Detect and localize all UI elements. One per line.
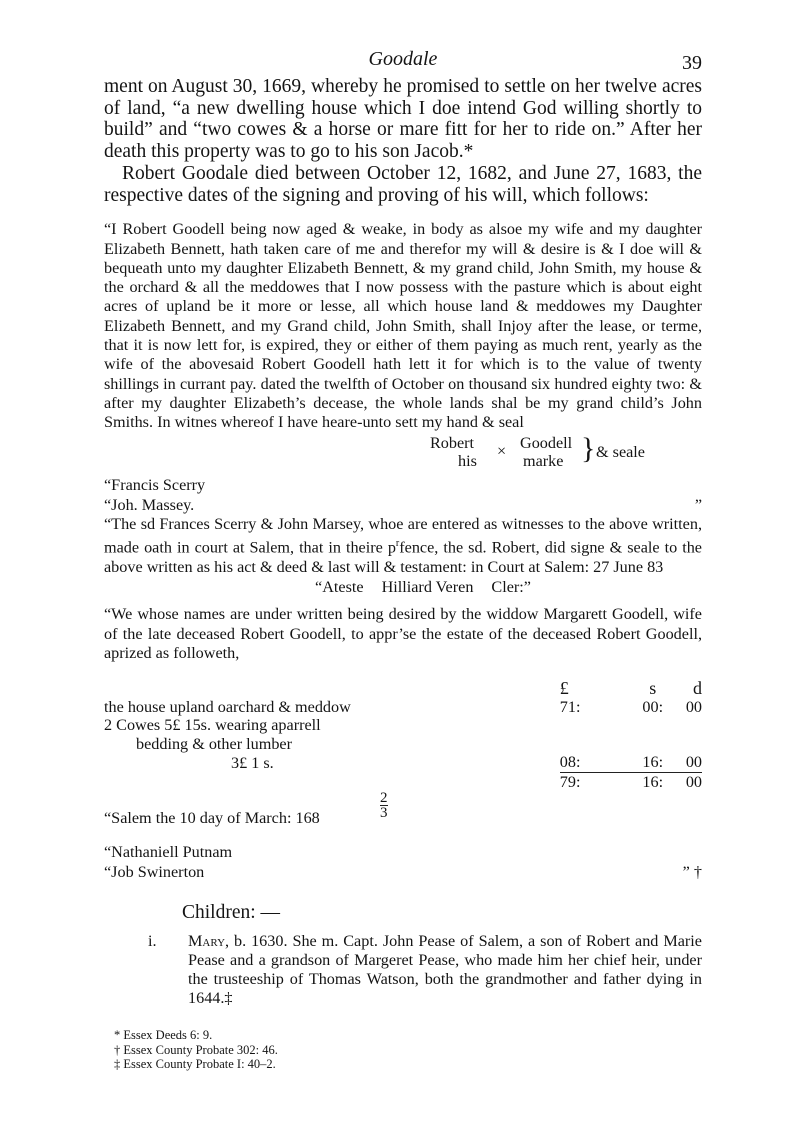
row-desc: 3£ 1 s. xyxy=(231,753,274,772)
signature-mark: × xyxy=(497,442,507,461)
appraisers xyxy=(104,843,702,882)
witness-2-line xyxy=(104,496,702,515)
witness-1: “Francis Scerry xyxy=(104,476,206,495)
intro-paragraph-1: ment on August 30, 1669, whereby he promised to settle on her twelve acres of land, “a new dwelling house which I doe intend God willing shortly to build” and “two cowes & a horse or mare fitt for her to ride on.” After her death this property was to go to his son Jacob.* xyxy=(104,76,702,163)
fraction-top: 2 xyxy=(380,790,388,807)
child-name: Mary xyxy=(188,932,226,951)
appraiser-2-line xyxy=(104,863,702,882)
footnote: † Essex County Probate 302: 46. xyxy=(114,1042,278,1057)
page-header xyxy=(104,40,702,74)
probate-text-b: fence, the sd. Robert, did signe & seale to the above written as his act & deed & last will & testament: in Court at Salem: 27 June 83 xyxy=(104,538,702,577)
total-shillings: 16: xyxy=(642,772,664,791)
probate-text xyxy=(104,515,702,577)
will-text: “I Robert Goodell being now aged & weake, in body as alsoe my wife and my daughter Elizabeth Bennett, hath taken care of me and therefor my will & desire is & I doe will & bequeath unto my daughter Elizabeth Bennett, & my grand child, John Smith, my house & the orchard & all the meddowes that I now possess with the pasture which is about eight acres of upland be it more or lesse, all which house land & meddowes my Daughter Elizabeth Bennett, and my Grand child, John Smith, shall Injoy after the lease, or terme, that it is now lett for, is expired, they or either of them paying as much rent, yearly as the wife of the abovesaid Robert Goodell hath lett it for which is to the value of twenty shillings in currant pay. dated the twelfth of October on thousand six hundred eighty two: & after my daughter Elizabeth’s decease, the whole lands shal be my grand child’s John Smiths. In witnes whereof I have heare-unto sett my hand & seal xyxy=(104,220,702,432)
signature-last-name: Goodell xyxy=(520,434,573,453)
inventory-intro: “We whose names are under written being desired by the widdow Margarett Goodell, wife of the late deceased Robert Goodell, to appr’se the estate of the deceased Robert Goodell, aprized as followeth, xyxy=(104,605,702,662)
children-heading: Children: — xyxy=(182,902,281,924)
inventory-table xyxy=(104,679,702,791)
total-pounds: 79: xyxy=(559,772,581,791)
total-pence: 00 xyxy=(685,772,702,791)
header-pounds: £ xyxy=(559,678,569,699)
inventory-row xyxy=(104,716,702,735)
row-shillings: 16: xyxy=(620,753,686,772)
header-pence: d xyxy=(693,678,702,699)
inventory-row xyxy=(104,753,702,772)
witness-2: “Joh. Massey. xyxy=(104,495,195,514)
inventory-header-row xyxy=(104,679,702,698)
inventory-row xyxy=(104,735,702,754)
row-desc: bedding & other lumber xyxy=(136,734,292,753)
salem-date xyxy=(104,790,702,835)
will-signature xyxy=(104,432,702,476)
appraisers-close: ” † xyxy=(682,862,702,881)
signature-first-name: Robert xyxy=(430,434,475,453)
page-number: 39 xyxy=(682,52,702,74)
footnotes xyxy=(114,1028,702,1072)
signature-seale: & seale xyxy=(596,443,645,462)
child-number: i. xyxy=(148,932,157,951)
signature-brace: } xyxy=(581,432,596,466)
signature-marke: marke xyxy=(523,452,564,471)
witness-close-quote: ” xyxy=(694,495,702,514)
header-shillings: s xyxy=(649,678,657,699)
footnote: * Essex Deeds 6: 9. xyxy=(114,1028,213,1043)
attest-clerk: Hilliard Veren xyxy=(381,578,474,597)
appraiser-2: “Job Swinerton xyxy=(104,862,205,881)
intro-paragraph-2 xyxy=(104,163,702,206)
attest-title: Cler:” xyxy=(491,578,531,597)
signature-his: his xyxy=(458,452,477,471)
footnote: ‡ Essex County Probate I: 40–2. xyxy=(114,1057,276,1072)
row-shillings: 00: xyxy=(642,697,664,716)
page xyxy=(104,40,702,1072)
row-pounds: 71: xyxy=(559,697,581,716)
running-title: Goodale xyxy=(368,48,438,70)
row-desc: 2 Cowes 5£ 15s. wearing aparrell xyxy=(104,716,321,735)
row-desc: the house upland oarchard & meddow xyxy=(104,697,351,716)
attest-label: “Ateste xyxy=(315,578,364,597)
inventory-total-row xyxy=(104,772,702,791)
appraiser-1: “Nathaniell Putnam xyxy=(104,843,233,862)
child-text: , b. 1630. She m. Capt. John Pease of Salem, a son of Robert and Marie Pease and a grandson of Margeret Pease, who made him her chief heir, under the trusteeship of Thomas Watson, both the grandmother and father dying in 1644.‡ xyxy=(188,932,702,1008)
year-fraction xyxy=(380,791,388,820)
row-pence: 00 xyxy=(685,753,702,772)
inventory-row xyxy=(104,698,702,717)
probate-text-a: “The sd Frances Scerry & John Marsey, whoe are entered as witnesses to the above written, made oath in court at Salem, that in theire p xyxy=(104,515,702,557)
intro-paragraph-2-text: Robert Goodale died between October 12, 1682, and June 27, 1683, the respective dates of the signing and proving of his will, which follows: xyxy=(104,162,702,206)
child-item xyxy=(104,932,702,1008)
salem-date-text: “Salem the 10 day of March: 168 xyxy=(104,809,320,828)
attest-line xyxy=(144,577,702,597)
row-pounds: 08: xyxy=(560,753,620,772)
fraction-bottom: 3 xyxy=(380,805,388,822)
probate-sup: r xyxy=(395,538,400,550)
row-pence: 00 xyxy=(685,697,702,716)
